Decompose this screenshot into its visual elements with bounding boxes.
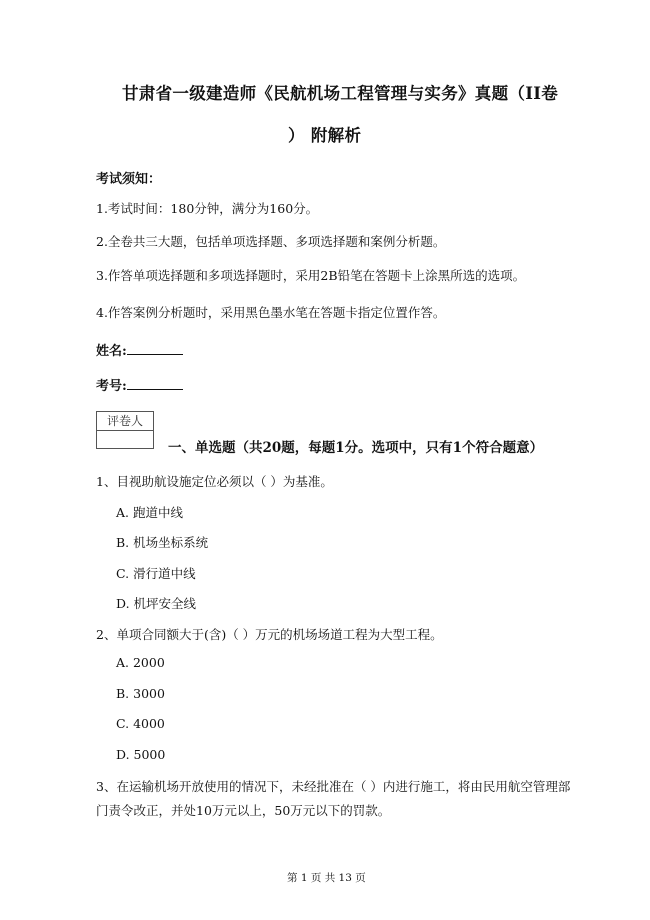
question-1-option-c: C. 滑行道中线: [116, 566, 196, 581]
notice-heading: 考试须知：: [96, 172, 162, 187]
grader-box: [96, 411, 154, 449]
question-3-stem-line-1: 3、在运输机场开放使用的情况下，未经批准在（ ）内进行施工，将由民用航空管理部: [96, 779, 571, 794]
question-1-stem: 1、目视助航设施定位必须以（ ）为基准。: [96, 474, 333, 489]
notice-item-1: 1.考试时间：180分钟，满分为160分。: [96, 201, 319, 216]
name-field: [96, 340, 183, 359]
grader-label: 评卷人: [97, 412, 153, 431]
notice-item-4: 4.作答案例分析题时，采用黑色墨水笔在答题卡指定位置作答。: [96, 305, 446, 320]
question-1-option-d: D. 机坪安全线: [116, 596, 197, 611]
question-1-option-a: A. 跑道中线: [116, 505, 183, 520]
notice-item-3: 3.作答单项选择题和多项选择题时，采用2B铅笔在答题卡上涂黑所选的选项。: [96, 268, 526, 283]
section-title: 一、单选题（共20题，每题1分。选项中，只有1个符合题意）: [168, 440, 544, 456]
page-title-line-1: 甘肃省一级建造师《民航机场工程管理与实务》真题（II卷: [122, 84, 559, 103]
question-2-option-b: B. 3000: [116, 686, 165, 701]
question-2-option-d: D. 5000: [116, 747, 166, 762]
question-2-option-a: A. 2000: [116, 655, 165, 670]
question-1-option-b: B. 机场坐标系统: [116, 535, 209, 550]
notice-item-2: 2.全卷共三大题，包括单项选择题、多项选择题和案例分析题。: [96, 234, 446, 249]
name-label: 姓名:: [96, 344, 127, 359]
page-title-line-2: ） 附解析: [288, 126, 362, 145]
id-field: [96, 375, 183, 394]
page-footer: 第 1 页 共 13 页: [287, 872, 366, 884]
question-3-stem-line-2: 门责令改正，并处10万元以上，50万元以下的罚款。: [96, 803, 391, 818]
name-blank-line: [127, 342, 183, 355]
id-label: 考号:: [96, 379, 127, 394]
question-2-option-c: C. 4000: [116, 716, 165, 731]
id-blank-line: [127, 377, 183, 390]
question-2-stem: 2、单项合同额大于(含)（ ）万元的机场场道工程为大型工程。: [96, 627, 443, 642]
